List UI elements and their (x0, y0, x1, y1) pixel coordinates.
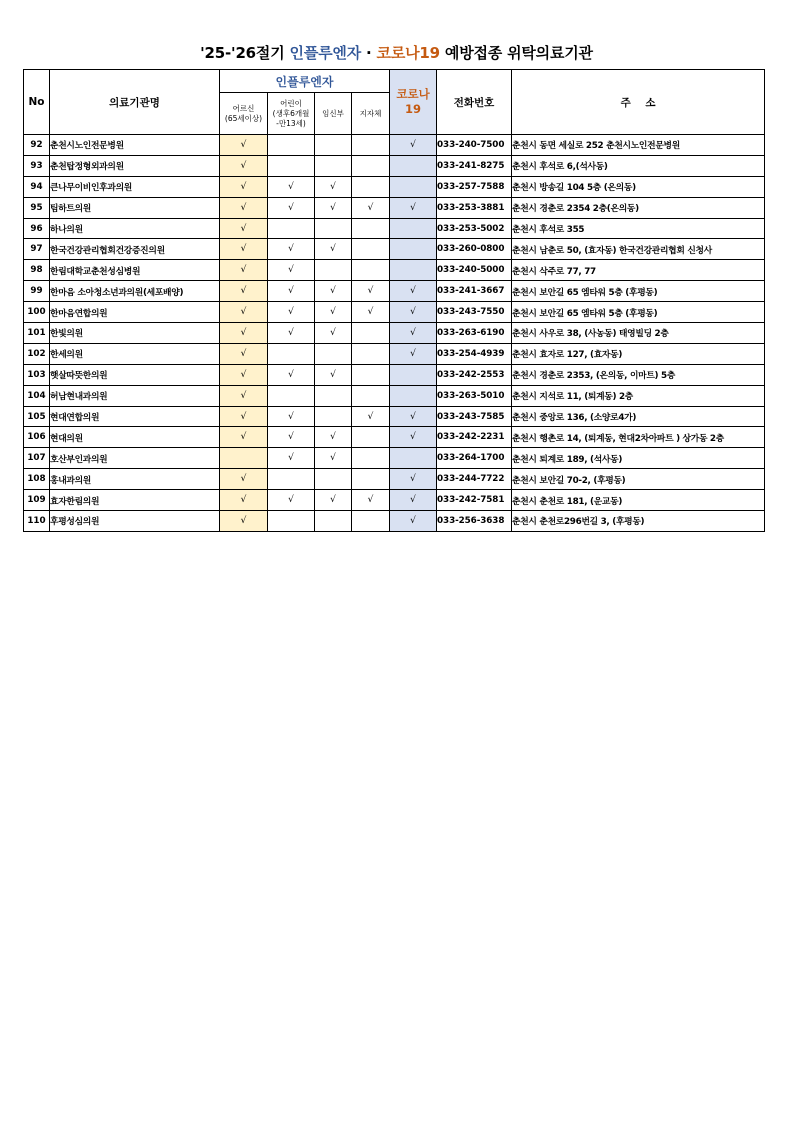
cell-phone: 033-243-7585 (437, 406, 512, 427)
cell-no: 100 (24, 302, 50, 323)
cell-address: 춘천시 후석로 6,(석사동) (512, 155, 765, 176)
cell-no: 97 (24, 239, 50, 260)
cell-elderly-check: √ (220, 406, 268, 427)
cell-no: 101 (24, 323, 50, 344)
cell-elderly-check: √ (220, 469, 268, 490)
cell-elderly-check: √ (220, 135, 268, 156)
cell-local-check (352, 364, 390, 385)
cell-pregnant-check (315, 469, 352, 490)
cell-pregnant-check: √ (315, 448, 352, 469)
cell-address: 춘천시 후석로 355 (512, 218, 765, 239)
cell-phone: 033-264-1700 (437, 448, 512, 469)
header-pregnant: 임신부 (315, 93, 352, 135)
cell-name: 호산부인과의원 (50, 448, 220, 469)
cell-name: 한마음연합의원 (50, 302, 220, 323)
cell-child-check (268, 385, 315, 406)
cell-child-check: √ (268, 364, 315, 385)
cell-local-check (352, 469, 390, 490)
header-influenza-group: 인플루엔자 (220, 70, 390, 93)
cell-name: 한마음 소아청소년과의원(세포배양) (50, 281, 220, 302)
cell-address: 춘천시 방송길 104 5층 (온의동) (512, 176, 765, 197)
cell-local-check: √ (352, 197, 390, 218)
cell-no: 105 (24, 406, 50, 427)
table-row (24, 197, 765, 218)
cell-phone: 033-257-7588 (437, 176, 512, 197)
cell-phone: 033-260-0800 (437, 239, 512, 260)
cell-child-check: √ (268, 302, 315, 323)
cell-local-check: √ (352, 406, 390, 427)
cell-child-check: √ (268, 406, 315, 427)
header-name: 의료기관명 (50, 70, 220, 135)
cell-elderly-check: √ (220, 302, 268, 323)
cell-child-check: √ (268, 260, 315, 281)
institution-table (23, 69, 765, 532)
cell-phone: 033-240-7500 (437, 135, 512, 156)
cell-child-check: √ (268, 427, 315, 448)
table-row (24, 218, 765, 239)
cell-phone: 033-241-8275 (437, 155, 512, 176)
cell-phone: 033-242-7581 (437, 490, 512, 511)
table-row (24, 511, 765, 532)
table-row (24, 448, 765, 469)
table-row (24, 302, 765, 323)
cell-local-check (352, 427, 390, 448)
page-title (0, 42, 793, 63)
cell-pregnant-check: √ (315, 302, 352, 323)
cell-child-check (268, 218, 315, 239)
cell-pregnant-check (315, 260, 352, 281)
header-child-label: 어린이 (생후6개월 -만13세) (272, 98, 310, 128)
cell-pregnant-check (315, 155, 352, 176)
cell-covid-check: √ (390, 406, 437, 427)
cell-name: 춘천시노인전문병원 (50, 135, 220, 156)
table-row (24, 155, 765, 176)
cell-address: 춘천시 춘천로 181, (운교동) (512, 490, 765, 511)
cell-child-check: √ (268, 197, 315, 218)
cell-local-check (352, 448, 390, 469)
cell-covid-check: √ (390, 511, 437, 532)
cell-no: 108 (24, 469, 50, 490)
cell-name: 하나의원 (50, 218, 220, 239)
table-row (24, 323, 765, 344)
table-row (24, 427, 765, 448)
cell-local-check (352, 176, 390, 197)
cell-name: 한빛의원 (50, 323, 220, 344)
cell-phone: 033-254-4939 (437, 343, 512, 364)
table-row (24, 135, 765, 156)
header-child (268, 93, 315, 135)
cell-no: 104 (24, 385, 50, 406)
cell-covid-check (390, 239, 437, 260)
cell-local-check (352, 260, 390, 281)
cell-address: 춘천시 보안길 65 엠타워 5층 (후평동) (512, 302, 765, 323)
cell-child-check (268, 511, 315, 532)
cell-phone: 033-241-3667 (437, 281, 512, 302)
cell-no: 109 (24, 490, 50, 511)
cell-address: 춘천시 삭주로 77, 77 (512, 260, 765, 281)
cell-local-check (352, 155, 390, 176)
cell-name: 팀하트의원 (50, 197, 220, 218)
cell-pregnant-check: √ (315, 364, 352, 385)
cell-no: 98 (24, 260, 50, 281)
cell-name: 현대의원 (50, 427, 220, 448)
cell-child-check (268, 135, 315, 156)
cell-child-check (268, 469, 315, 490)
cell-elderly-check: √ (220, 511, 268, 532)
cell-child-check (268, 155, 315, 176)
table-body (24, 135, 765, 532)
cell-address: 춘천시 지석로 11, (퇴계동) 2층 (512, 385, 765, 406)
cell-local-check (352, 218, 390, 239)
cell-phone: 033-263-6190 (437, 323, 512, 344)
title-separator: · (360, 44, 377, 62)
cell-address: 춘천시 남춘로 50, (효자동) 한국건강관리협회 신청사 (512, 239, 765, 260)
cell-elderly-check: √ (220, 343, 268, 364)
cell-covid-check (390, 260, 437, 281)
cell-local-check (352, 135, 390, 156)
table-row (24, 239, 765, 260)
cell-phone: 033-263-5010 (437, 385, 512, 406)
cell-covid-check: √ (390, 302, 437, 323)
cell-local-check (352, 511, 390, 532)
header-elderly (220, 93, 268, 135)
cell-child-check: √ (268, 176, 315, 197)
cell-covid-check (390, 176, 437, 197)
cell-local-check: √ (352, 490, 390, 511)
cell-pregnant-check: √ (315, 197, 352, 218)
cell-local-check (352, 323, 390, 344)
cell-phone: 033-253-5002 (437, 218, 512, 239)
cell-child-check: √ (268, 239, 315, 260)
cell-phone: 033-244-7722 (437, 469, 512, 490)
cell-covid-check (390, 385, 437, 406)
cell-covid-check: √ (390, 323, 437, 344)
cell-covid-check: √ (390, 427, 437, 448)
cell-name: 춘천탑정형외과의원 (50, 155, 220, 176)
cell-elderly-check (220, 448, 268, 469)
cell-phone: 033-242-2231 (437, 427, 512, 448)
cell-child-check: √ (268, 448, 315, 469)
table-row (24, 490, 765, 511)
table-row (24, 260, 765, 281)
title-influenza: 인플루엔자 (289, 44, 361, 62)
cell-address: 춘천시 보안길 70-2, (후평동) (512, 469, 765, 490)
table-row (24, 281, 765, 302)
cell-local-check: √ (352, 281, 390, 302)
cell-elderly-check: √ (220, 155, 268, 176)
header-covid-label: 코로나 19 (396, 87, 430, 116)
cell-pregnant-check: √ (315, 176, 352, 197)
cell-address: 춘천시 효자로 127, (효자동) (512, 343, 765, 364)
header-covid (390, 70, 437, 135)
cell-child-check: √ (268, 490, 315, 511)
cell-phone: 033-256-3638 (437, 511, 512, 532)
title-suffix: 예방접종 위탁의료기관 (439, 44, 593, 62)
cell-covid-check (390, 448, 437, 469)
cell-elderly-check: √ (220, 323, 268, 344)
header-local: 지자체 (352, 93, 390, 135)
cell-no: 107 (24, 448, 50, 469)
cell-covid-check: √ (390, 197, 437, 218)
cell-phone: 033-242-2553 (437, 364, 512, 385)
cell-address: 춘천시 보안길 65 엠타워 5층 (후평동) (512, 281, 765, 302)
cell-pregnant-check (315, 385, 352, 406)
table-row (24, 343, 765, 364)
cell-pregnant-check (315, 406, 352, 427)
header-phone: 전화번호 (437, 70, 512, 135)
cell-elderly-check: √ (220, 385, 268, 406)
cell-address: 춘천시 동면 세실로 252 춘천시노인전문병원 (512, 135, 765, 156)
header-elderly-label: 어르신 (65세이상) (224, 103, 263, 123)
cell-covid-check: √ (390, 281, 437, 302)
cell-no: 99 (24, 281, 50, 302)
cell-covid-check: √ (390, 343, 437, 364)
cell-local-check (352, 343, 390, 364)
cell-name: 허남현내과의원 (50, 385, 220, 406)
cell-name: 한국건강관리협회건강증진의원 (50, 239, 220, 260)
cell-pregnant-check (315, 343, 352, 364)
table-row (24, 406, 765, 427)
cell-no: 95 (24, 197, 50, 218)
cell-local-check (352, 385, 390, 406)
table-row (24, 469, 765, 490)
cell-pregnant-check: √ (315, 281, 352, 302)
cell-pregnant-check: √ (315, 427, 352, 448)
cell-name: 한림대학교춘천성심병원 (50, 260, 220, 281)
header-address: 주 소 (512, 70, 765, 135)
cell-child-check (268, 343, 315, 364)
cell-elderly-check: √ (220, 239, 268, 260)
cell-elderly-check: √ (220, 281, 268, 302)
cell-elderly-check: √ (220, 260, 268, 281)
cell-address: 춘천시 경춘로 2353, (온의동, 이마트) 5층 (512, 364, 765, 385)
cell-elderly-check: √ (220, 364, 268, 385)
cell-pregnant-check (315, 135, 352, 156)
cell-address: 춘천시 춘천로296번길 3, (후평동) (512, 511, 765, 532)
cell-name: 효자한림의원 (50, 490, 220, 511)
cell-elderly-check: √ (220, 218, 268, 239)
cell-address: 춘천시 중앙로 136, (소양로4가) (512, 406, 765, 427)
cell-name: 한세의원 (50, 343, 220, 364)
cell-elderly-check: √ (220, 197, 268, 218)
cell-name: 현대연합의원 (50, 406, 220, 427)
cell-name: 큰나무이비인후과의원 (50, 176, 220, 197)
cell-elderly-check: √ (220, 427, 268, 448)
table-row (24, 385, 765, 406)
cell-pregnant-check (315, 218, 352, 239)
cell-child-check: √ (268, 323, 315, 344)
cell-no: 110 (24, 511, 50, 532)
cell-no: 102 (24, 343, 50, 364)
cell-pregnant-check: √ (315, 323, 352, 344)
cell-covid-check: √ (390, 490, 437, 511)
cell-pregnant-check (315, 511, 352, 532)
cell-no: 96 (24, 218, 50, 239)
cell-phone: 033-253-3881 (437, 197, 512, 218)
cell-phone: 033-243-7550 (437, 302, 512, 323)
cell-name: 홍내과의원 (50, 469, 220, 490)
table-row (24, 364, 765, 385)
cell-no: 94 (24, 176, 50, 197)
cell-address: 춘천시 퇴계로 189, (석사동) (512, 448, 765, 469)
cell-elderly-check: √ (220, 490, 268, 511)
cell-no: 92 (24, 135, 50, 156)
cell-phone: 033-240-5000 (437, 260, 512, 281)
cell-child-check: √ (268, 281, 315, 302)
title-covid: 코로나19 (376, 44, 440, 62)
cell-pregnant-check: √ (315, 239, 352, 260)
cell-local-check: √ (352, 302, 390, 323)
cell-local-check (352, 239, 390, 260)
cell-covid-check (390, 155, 437, 176)
cell-no: 103 (24, 364, 50, 385)
cell-address: 춘천시 사우로 38, (사농동) 태영빌딩 2층 (512, 323, 765, 344)
cell-no: 93 (24, 155, 50, 176)
cell-covid-check: √ (390, 135, 437, 156)
cell-covid-check (390, 364, 437, 385)
header-no: No (24, 70, 50, 135)
cell-address: 춘천시 행촌로 14, (퇴계동, 현대2차아파트 ) 상가동 2층 (512, 427, 765, 448)
cell-name: 후평성심의원 (50, 511, 220, 532)
cell-elderly-check: √ (220, 176, 268, 197)
cell-covid-check (390, 218, 437, 239)
cell-name: 햇살따뜻한의원 (50, 364, 220, 385)
title-prefix: '25-'26절기 (200, 44, 290, 62)
cell-no: 106 (24, 427, 50, 448)
table-row (24, 176, 765, 197)
cell-pregnant-check: √ (315, 490, 352, 511)
cell-covid-check: √ (390, 469, 437, 490)
cell-address: 춘천시 경춘로 2354 2층(온의동) (512, 197, 765, 218)
